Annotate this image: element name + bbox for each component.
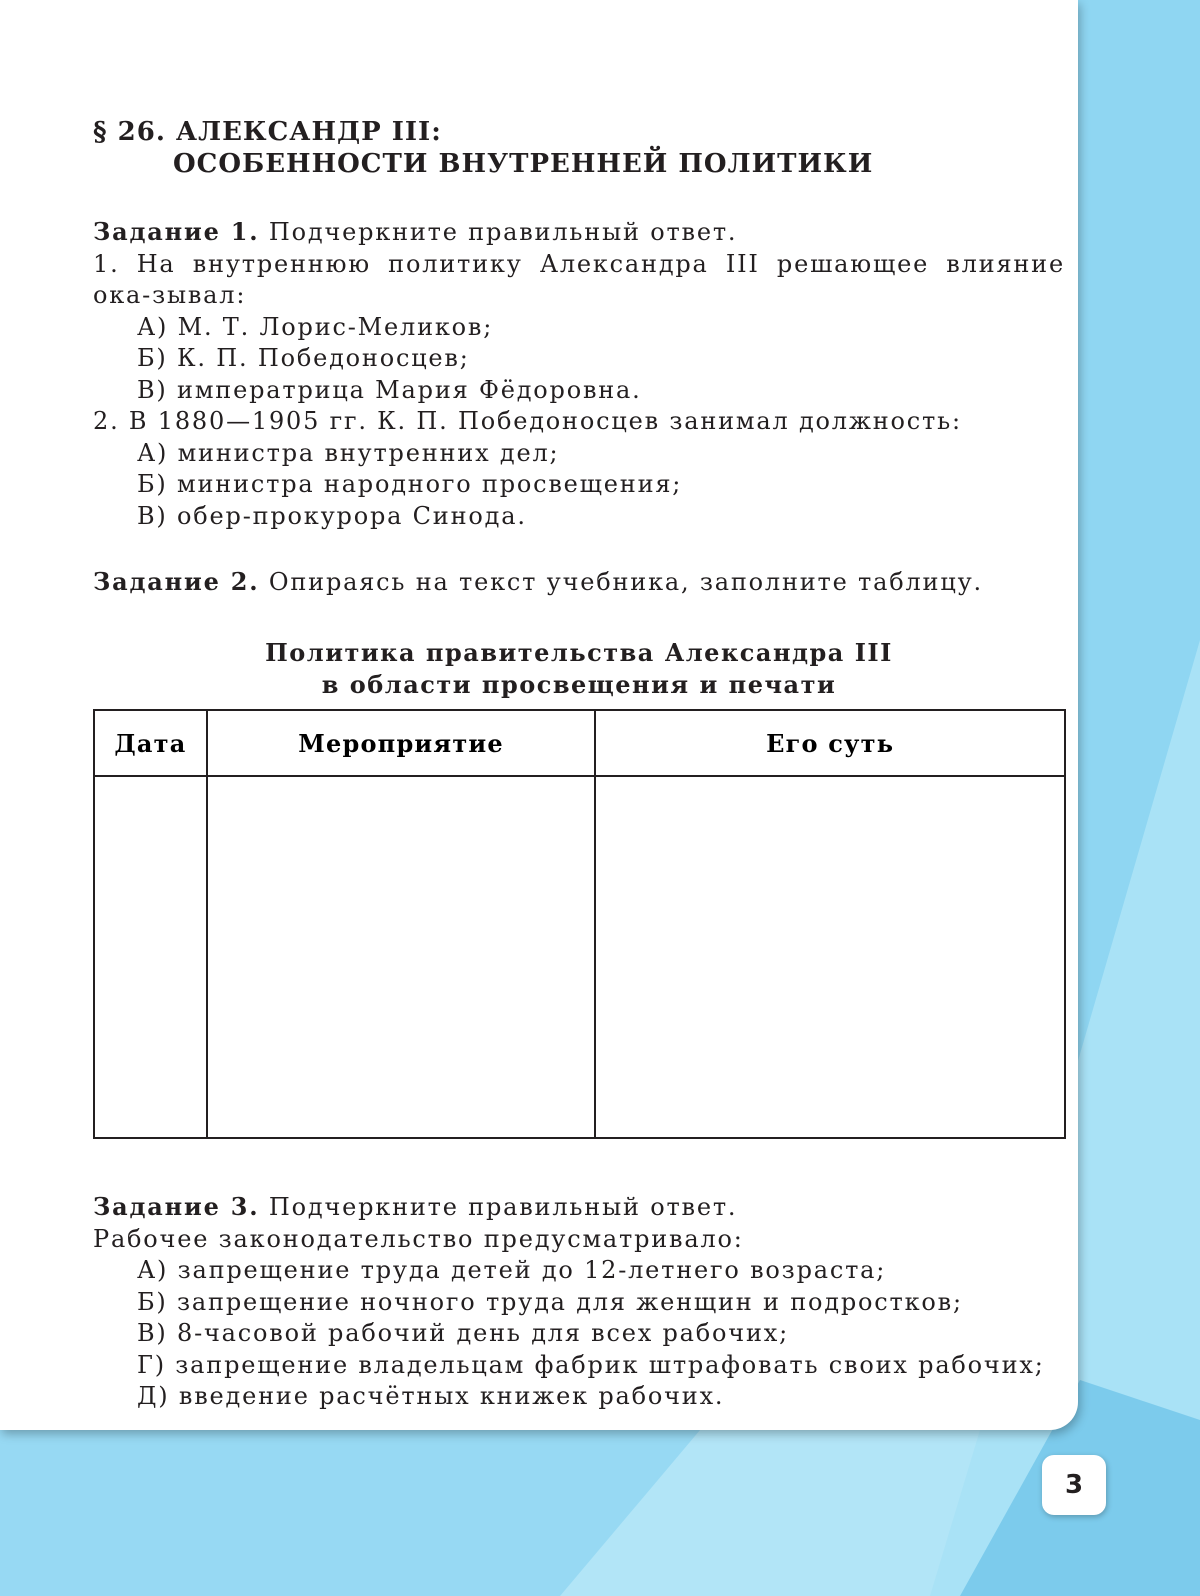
task1-question1: 1. На внутреннюю политику Александра III решающее влияние ока-зывал:	[93, 249, 1065, 309]
task2-label: Задание 2.	[93, 567, 260, 596]
task1-q1-option-b: Б) К. П. Победоносцев;	[137, 344, 470, 372]
task1-q2-option-a: А) министра внутренних дел;	[137, 438, 560, 467]
table-cell-event[interactable]	[207, 776, 595, 1138]
section-title-line1: § 26. АЛЕКСАНДР III:	[93, 117, 442, 147]
column-header-essence: Его суть	[595, 710, 1065, 776]
table-header-row	[94, 710, 1065, 776]
table-title-line2: в области просвещения и печати	[321, 669, 837, 699]
section-title	[93, 116, 1065, 180]
task1-q1-option-c: В) императрица Мария Фёдоровна.	[137, 375, 642, 404]
task2-header	[93, 566, 1065, 599]
table-title-line1: Политика правительства Александра III	[265, 637, 893, 667]
task3-label: Задание 3.	[93, 1192, 260, 1221]
task2-instruction: Опираясь на текст учебника, заполните таблицу.	[268, 568, 983, 596]
task3-block	[93, 1191, 1065, 1413]
table-cell-essence[interactable]	[595, 776, 1065, 1138]
table-title	[93, 637, 1065, 701]
task1-label: Задание 1.	[93, 217, 260, 246]
task3-option-b: Б) запрещение ночного труда для женщин и подростков;	[137, 1287, 963, 1316]
task1-instruction: Подчеркните правильный ответ.	[268, 218, 738, 246]
section-title-line2: ОСОБЕННОСТИ ВНУТРЕННЕЙ ПОЛИТИКИ	[173, 149, 874, 179]
task3-option-a: А) запрещение труда детей до 12-летнего возраста;	[137, 1256, 887, 1284]
task3-option-d: Г) запрещение владельцам фабрик штрафовать своих рабочих;	[137, 1350, 1045, 1379]
task1-q1-option-a: А) М. Т. Лорис-Меликов;	[137, 312, 494, 341]
task3-question: Рабочее законодательство предусматривало:	[93, 1224, 744, 1253]
task3-option-e: Д) введение расчётных книжек рабочих.	[137, 1382, 725, 1410]
task3-header	[93, 1191, 1065, 1224]
task1-q2-option-c: В) обер-прокурора Синода.	[137, 501, 527, 530]
task1-header	[93, 216, 1065, 249]
task3-instruction: Подчеркните правильный ответ.	[268, 1193, 738, 1221]
column-header-event: Мероприятие	[207, 710, 595, 776]
task3-option-c: В) 8-часовой рабочий день для всех рабочих;	[137, 1319, 789, 1347]
column-header-date: Дата	[94, 710, 207, 776]
table-cell-date[interactable]	[94, 776, 207, 1138]
page-content	[93, 116, 1065, 701]
task1-q2-option-b: Б) министра народного просвещения;	[137, 470, 683, 498]
task1-question2: 2. В 1880—1905 гг. К. П. Победоносцев занимал должность:	[93, 407, 962, 435]
page-number: 3	[1042, 1455, 1106, 1515]
table-row	[94, 776, 1065, 1138]
policy-table	[93, 709, 1066, 1139]
